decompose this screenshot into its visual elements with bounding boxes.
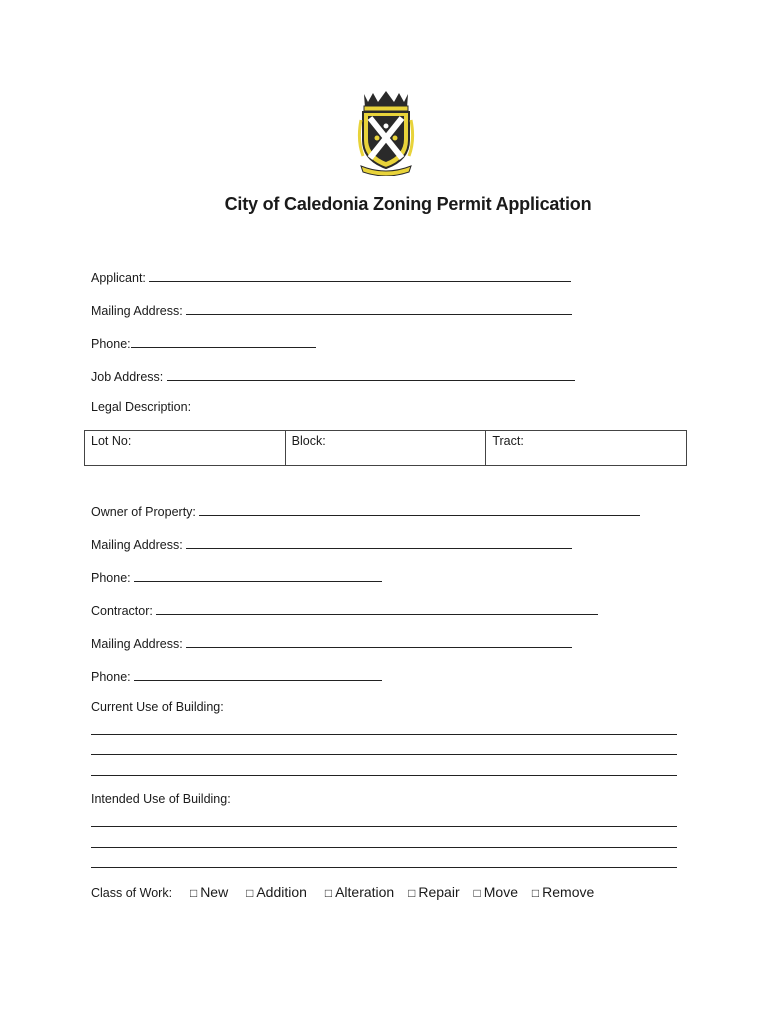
contractor-label: Contractor: [91,604,153,618]
phone-field-2[interactable] [91,568,382,585]
option-label: Move [483,884,518,900]
owner-of-property-field[interactable] [91,502,640,519]
option-new[interactable] [190,884,228,900]
applicant-field[interactable] [91,268,571,285]
checkbox-icon[interactable]: □ [189,886,198,900]
phone-label: Phone: [91,571,131,585]
intended-use-line-1[interactable] [91,826,677,827]
legal-description-table [84,430,687,466]
phone-input-line[interactable] [131,334,316,348]
tract-cell[interactable] [486,431,687,466]
mailing-address-input-line[interactable] [186,634,572,648]
current-use-label: Current Use of Building: [91,700,224,714]
owner-input-line[interactable] [199,502,640,516]
mailing-address-input-line[interactable] [186,535,572,549]
option-remove[interactable] [532,884,594,900]
city-crest-logo [355,90,417,176]
block-cell[interactable] [285,431,486,466]
checkbox-icon[interactable]: □ [324,886,333,900]
option-label: New [200,884,229,900]
mailing-address-label: Mailing Address: [91,538,183,552]
applicant-input-line[interactable] [149,268,571,282]
option-move[interactable] [474,884,518,900]
current-use-line-3[interactable] [91,775,677,776]
checkbox-icon[interactable]: □ [246,886,254,900]
lot-cell[interactable] [85,431,286,466]
option-addition[interactable] [246,884,307,900]
option-repair[interactable] [408,884,460,900]
lot-label: Lot No: [91,434,132,448]
contractor-field[interactable] [91,601,598,618]
option-label: Addition [256,884,307,900]
job-address-field[interactable] [91,367,575,384]
mailing-address-field-2[interactable] [91,535,572,552]
job-address-input-line[interactable] [167,367,575,381]
owner-label: Owner of Property: [91,505,196,519]
mailing-address-input-line[interactable] [186,301,572,315]
phone-label: Phone: [91,670,131,684]
class-of-work-label: Class of Work: [91,886,173,900]
intended-use-line-2[interactable] [91,847,677,848]
checkbox-icon[interactable]: □ [408,886,416,900]
phone-field-1[interactable] [91,334,316,351]
intended-use-line-3[interactable] [91,867,677,868]
applicant-label: Applicant: [91,271,146,285]
legal-description-label: Legal Description: [91,400,192,414]
intended-use-label: Intended Use of Building: [91,792,231,806]
job-address-label: Job Address: [91,370,164,384]
phone-input-line[interactable] [134,568,382,582]
option-label: Alteration [335,884,395,900]
checkbox-icon[interactable]: □ [473,886,481,900]
class-of-work-row [91,884,594,900]
checkbox-icon[interactable]: □ [531,886,540,900]
option-label: Repair [418,884,460,900]
phone-field-3[interactable] [91,667,382,684]
phone-label: Phone: [91,337,131,351]
mailing-address-label: Mailing Address: [91,304,183,318]
option-alteration[interactable] [325,884,394,900]
contractor-input-line[interactable] [156,601,598,615]
block-label: Block: [291,434,326,448]
phone-input-line[interactable] [134,667,382,681]
crown-icon [364,91,408,111]
tract-label: Tract: [492,434,524,448]
mailing-address-label: Mailing Address: [91,637,183,651]
mailing-address-field-1[interactable] [91,301,572,318]
page-title: City of Caledonia Zoning Permit Application [224,194,592,214]
current-use-line-1[interactable] [91,734,677,735]
current-use-line-2[interactable] [91,754,677,755]
option-label: Remove [542,884,595,900]
mailing-address-field-3[interactable] [91,634,572,651]
